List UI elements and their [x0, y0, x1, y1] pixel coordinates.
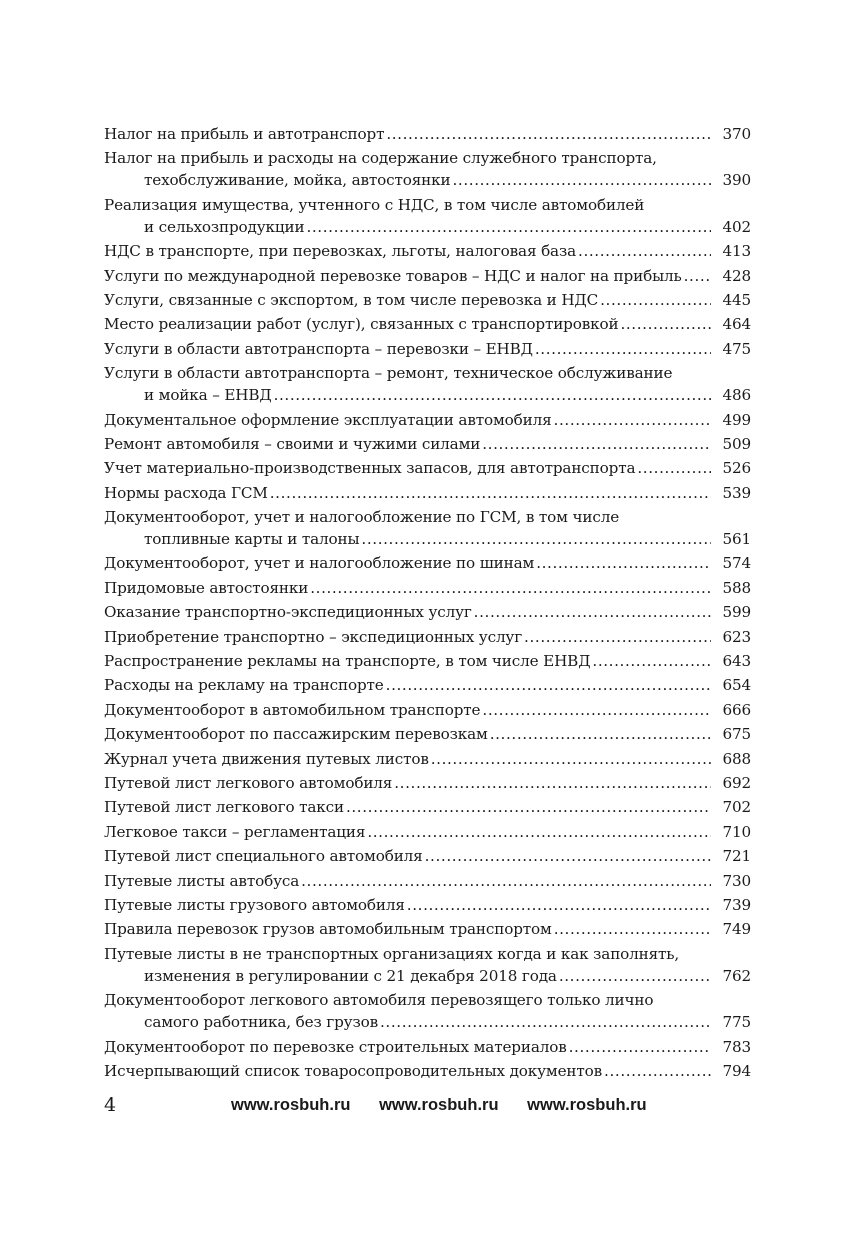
- toc-entry[interactable]: [104, 772, 751, 794]
- toc-page-number: 499: [722, 410, 751, 429]
- dot-leader: [524, 626, 711, 648]
- toc-page-number: 509: [722, 434, 751, 453]
- toc-entry-title-line: Расходы на рекламу на транспорте: [104, 676, 384, 695]
- toc-page-number: 721: [722, 847, 751, 866]
- dot-leader: [569, 1036, 711, 1058]
- toc-entry[interactable]: [104, 265, 751, 287]
- toc-entry[interactable]: [104, 409, 751, 431]
- dot-leader: [554, 409, 711, 431]
- footer-websites: [231, 1096, 671, 1115]
- toc-entry[interactable]: [104, 123, 751, 145]
- toc-entry[interactable]: [104, 845, 751, 867]
- toc-entry-title-line: Нормы расхода ГСМ: [104, 483, 268, 502]
- toc-page-number: 464: [722, 315, 751, 334]
- toc-entry[interactable]: [104, 433, 751, 455]
- website-link[interactable]: www.rosbuh.ru: [527, 1096, 647, 1114]
- toc-entry-title-line: Налог на прибыль и расходы на содержание служебного транспорта,: [104, 149, 657, 168]
- toc-entry[interactable]: [104, 552, 751, 574]
- toc-entry[interactable]: [104, 650, 751, 672]
- toc-page-number: 402: [722, 217, 751, 236]
- dot-leader: [600, 289, 711, 311]
- toc-page-number: 692: [722, 773, 751, 792]
- toc-page-number: 730: [722, 871, 751, 890]
- dot-leader: [637, 457, 711, 479]
- toc-entry-title-line: Документооборот легкового автомобиля перевозящего только лично: [104, 991, 654, 1010]
- page-number: 4: [104, 1094, 117, 1116]
- toc-entry[interactable]: [104, 240, 751, 262]
- dot-leader: [474, 601, 711, 623]
- toc-page-number: 794: [722, 1061, 751, 1080]
- website-link[interactable]: www.rosbuh.ru: [231, 1096, 351, 1114]
- toc-page-number: 688: [722, 749, 751, 768]
- toc-entry-title-line: Приобретение транспортно – экспедиционных услуг: [104, 627, 523, 646]
- dot-leader: [301, 870, 711, 892]
- toc-entry-title-line: Путевые листы грузового автомобиля: [104, 895, 405, 914]
- dot-leader: [310, 577, 711, 599]
- toc-entry[interactable]: [104, 821, 751, 843]
- toc-entry[interactable]: [104, 577, 751, 599]
- dot-leader: [620, 313, 711, 335]
- toc-entry-title-line: Легковое такси – регламентация: [104, 822, 366, 841]
- toc-page-number: 445: [722, 290, 751, 309]
- toc-entry-title-line: Путевой лист легкового такси: [104, 798, 344, 817]
- dot-leader: [394, 772, 711, 794]
- toc-page-number: 428: [722, 266, 751, 285]
- toc-entry-title-line: Место реализации работ (услуг), связанных с транспортировкой: [104, 315, 619, 334]
- dot-leader: [482, 699, 711, 721]
- toc-entry[interactable]: [104, 289, 751, 311]
- toc-entry-title-line: Документооборот по перевозке строительных материалов: [104, 1037, 567, 1056]
- dot-leader: [482, 433, 711, 455]
- toc-entry[interactable]: [104, 147, 751, 191]
- toc-entry[interactable]: [104, 989, 751, 1033]
- dot-leader: [592, 650, 711, 672]
- toc-page-number: 739: [722, 895, 751, 914]
- toc-page-number: 574: [722, 554, 751, 573]
- dot-leader: [425, 845, 711, 867]
- toc-entry[interactable]: [104, 894, 751, 916]
- toc-entry-title-line: техобслуживание, мойка, автостоянки: [144, 171, 451, 190]
- toc-entry-title-line: Путевой лист легкового автомобиля: [104, 773, 393, 792]
- toc-entry[interactable]: [104, 918, 751, 940]
- toc-entry[interactable]: [104, 1036, 751, 1058]
- dot-leader: [554, 918, 711, 940]
- dot-leader: [684, 265, 711, 287]
- toc-entry-title-line: Ремонт автомобиля – своими и чужими силами: [104, 434, 481, 453]
- toc-page-number: 749: [722, 920, 751, 939]
- toc-page-number: 370: [722, 125, 751, 143]
- dot-leader: [535, 338, 711, 360]
- toc-page-number: 702: [722, 798, 751, 817]
- toc-entry[interactable]: [104, 457, 751, 479]
- toc-entry-title-line: топливные карты и талоны: [144, 530, 360, 549]
- toc-entry[interactable]: [104, 362, 751, 406]
- dot-leader: [270, 482, 711, 504]
- toc-entry[interactable]: [104, 482, 751, 504]
- toc-entry-title-line: Оказание транспортно-экспедиционных услуг: [104, 603, 472, 622]
- dot-leader: [380, 1011, 711, 1033]
- toc-entry[interactable]: [104, 601, 751, 623]
- toc-entry[interactable]: [104, 313, 751, 335]
- dot-leader: [274, 384, 711, 406]
- toc-entry[interactable]: [104, 796, 751, 818]
- toc-entry-title-line: Исчерпывающий список товаросопроводительных документов: [104, 1061, 603, 1080]
- dot-leader: [431, 748, 711, 770]
- toc-page-number: 710: [722, 822, 751, 841]
- toc-page-number: 623: [722, 627, 751, 646]
- toc-entry-title-line: Документооборот, учет и налогообложение по шинам: [104, 554, 535, 573]
- toc-entry-title-line: изменения в регулировании с 21 декабря 2018 года: [144, 966, 557, 985]
- dot-leader: [536, 552, 711, 574]
- toc-entry[interactable]: [104, 723, 751, 745]
- toc-page-number: 643: [722, 652, 751, 671]
- toc-page-number: 390: [722, 171, 751, 190]
- dot-leader: [386, 123, 711, 145]
- toc-page-number: 526: [722, 459, 751, 478]
- dot-leader: [361, 528, 711, 550]
- toc-page-number: 675: [722, 725, 751, 744]
- toc-entry-title-line: Услуги в области автотранспорта – ремонт, техническое обслуживание: [104, 364, 673, 383]
- toc-page-number: 588: [722, 578, 751, 597]
- toc-entry-title-line: и сельхозпродукции: [144, 217, 305, 236]
- table-of-contents: [104, 123, 751, 1084]
- toc-entry-title-line: Реализация имущества, учтенного с НДС, в том числе автомобилей: [104, 195, 645, 214]
- toc-entry[interactable]: [104, 870, 751, 892]
- toc-entry-title-line: Услуги по международной перевозке товаров – НДС и налог на прибыль: [104, 266, 682, 285]
- toc-entry-title-line: Придомовые автостоянки: [104, 578, 309, 597]
- dot-leader: [367, 821, 711, 843]
- toc-page-number: 666: [722, 700, 751, 719]
- toc-page-number: 783: [722, 1037, 751, 1056]
- toc-page-number: 475: [722, 339, 751, 358]
- toc-entry[interactable]: [104, 338, 751, 360]
- toc-entry[interactable]: [104, 943, 751, 987]
- dot-leader: [346, 796, 711, 818]
- toc-page-number: 486: [722, 386, 751, 405]
- toc-entry-title-line: Журнал учета движения путевых листов: [104, 749, 429, 768]
- toc-page-number: 762: [722, 966, 751, 985]
- dot-leader: [490, 723, 711, 745]
- toc-page-number: 539: [722, 483, 751, 502]
- page-footer: [104, 1094, 751, 1118]
- dot-leader: [604, 1060, 711, 1082]
- toc-entry[interactable]: [104, 748, 751, 770]
- website-link[interactable]: www.rosbuh.ru: [379, 1096, 499, 1114]
- toc-entry[interactable]: [104, 1060, 751, 1082]
- toc-entry[interactable]: [104, 674, 751, 696]
- dot-leader: [559, 965, 711, 987]
- toc-entry[interactable]: [104, 626, 751, 648]
- toc-entry-title-line: Правила перевозок грузов автомобильным транспортом: [104, 920, 552, 939]
- toc-entry-title-line: Документооборот, учет и налогообложение по ГСМ, в том числе: [104, 508, 620, 527]
- toc-page-number: 413: [722, 242, 751, 261]
- toc-entry-title-line: Путевые листы автобуса: [104, 871, 300, 890]
- toc-entry-title-line: Налог на прибыль и автотранспорт: [104, 125, 385, 143]
- toc-entry-title-line: Документальное оформление эксплуатации автомобиля: [104, 410, 552, 429]
- toc-entry-title-line: и мойка – ЕНВД: [144, 386, 272, 405]
- dot-leader: [407, 894, 711, 916]
- dot-leader: [306, 216, 711, 238]
- toc-entry-title-line: Услуги, связанные с экспортом, в том числе перевозка и НДС: [104, 290, 599, 309]
- toc-page-number: 599: [722, 603, 751, 622]
- dot-leader: [452, 169, 711, 191]
- toc-entry[interactable]: [104, 194, 751, 238]
- dot-leader: [578, 240, 711, 262]
- dot-leader: [386, 674, 711, 696]
- toc-page-number: 775: [722, 1013, 751, 1032]
- toc-entry-title-line: НДС в транспорте, при перевозках, льготы, налоговая база: [104, 242, 577, 261]
- toc-entry-title-line: Путевые листы в не транспортных организациях когда и как заполнять,: [104, 944, 680, 963]
- toc-entry[interactable]: [104, 699, 751, 721]
- toc-entry-title-line: Услуги в области автотранспорта – перевозки – ЕНВД: [104, 339, 533, 358]
- toc-entry-title-line: Распространение рекламы на транспорте, в том числе ЕНВД: [104, 652, 591, 671]
- toc-entry-title-line: Документооборот в автомобильном транспорте: [104, 700, 481, 719]
- toc-page-number: 654: [722, 676, 751, 695]
- toc-entry-title-line: самого работника, без грузов: [144, 1013, 378, 1032]
- toc-entry-title-line: Учет материально-производственных запасов, для автотранспорта: [104, 459, 636, 478]
- toc-entry-title-line: Путевой лист специального автомобиля: [104, 847, 423, 866]
- toc-entry-title-line: Документооборот по пассажирским перевозкам: [104, 725, 488, 744]
- toc-page-number: 561: [722, 530, 751, 549]
- toc-entry[interactable]: [104, 506, 751, 550]
